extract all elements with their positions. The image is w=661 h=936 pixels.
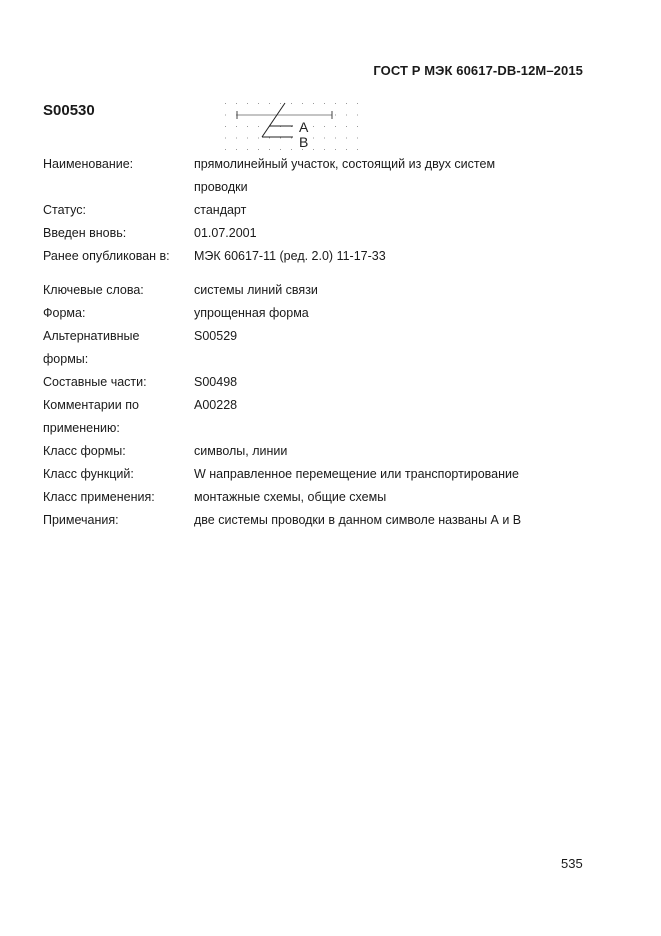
field-value bbox=[194, 348, 603, 371]
field-value: символы, линии bbox=[194, 444, 288, 458]
wiring-symbol-icon bbox=[222, 100, 362, 155]
page-number: 535 bbox=[561, 856, 583, 871]
fields-group-primary bbox=[43, 153, 603, 268]
field-row bbox=[43, 394, 603, 417]
fields-group-secondary bbox=[43, 279, 603, 532]
field-value: МЭК 60617-11 (ред. 2.0) 11-17-33 bbox=[194, 249, 386, 263]
field-row bbox=[43, 325, 603, 348]
field-row bbox=[43, 222, 603, 245]
field-value: монтажные схемы, общие схемы bbox=[194, 490, 387, 504]
field-label: Статус: bbox=[43, 203, 86, 217]
field-row bbox=[43, 486, 603, 509]
field-row bbox=[43, 509, 603, 532]
field-row bbox=[43, 417, 603, 440]
field-value: S00498 bbox=[194, 375, 238, 389]
field-row bbox=[43, 302, 603, 325]
symbol-fields bbox=[43, 153, 603, 532]
field-label: Альтернативные bbox=[43, 329, 140, 343]
field-value bbox=[194, 417, 603, 440]
field-label: Класс применения: bbox=[43, 490, 155, 504]
field-label: Ранее опубликован в: bbox=[43, 249, 170, 263]
label-a: A bbox=[299, 119, 309, 135]
field-label: применению: bbox=[43, 421, 120, 435]
field-value: 01.07.2001 bbox=[194, 226, 257, 240]
field-value: две системы проводки в данном символе названы А и В bbox=[194, 513, 522, 527]
field-value: S00529 bbox=[194, 329, 238, 343]
field-label: Введен вновь: bbox=[43, 226, 127, 240]
field-label: формы: bbox=[43, 352, 89, 366]
field-row bbox=[43, 153, 603, 176]
field-value: A00228 bbox=[194, 398, 238, 412]
field-value: проводки bbox=[194, 180, 248, 194]
field-value: стандарт bbox=[194, 203, 247, 217]
field-label: Ключевые слова: bbox=[43, 283, 144, 297]
field-label: Наименование: bbox=[43, 157, 134, 171]
symbol-graphic bbox=[222, 100, 362, 155]
field-row bbox=[43, 245, 603, 268]
label-b: B bbox=[299, 134, 309, 150]
document-standard-header: ГОСТ Р МЭК 60617-DB-12M–2015 bbox=[373, 63, 583, 78]
field-label: Примечания: bbox=[43, 513, 119, 527]
field-label bbox=[43, 176, 194, 199]
field-label: Класс функций: bbox=[43, 467, 134, 481]
field-row bbox=[43, 279, 603, 302]
field-value: упрощенная форма bbox=[194, 306, 309, 320]
field-label: Составные части: bbox=[43, 375, 147, 389]
field-row bbox=[43, 348, 603, 371]
field-row bbox=[43, 440, 603, 463]
field-row bbox=[43, 176, 603, 199]
field-value: системы линий связи bbox=[194, 283, 318, 297]
field-label: Комментарии по bbox=[43, 398, 139, 412]
field-value: W направленное перемещение или транспортирование bbox=[194, 467, 519, 481]
field-label: Класс формы: bbox=[43, 444, 126, 458]
field-row bbox=[43, 371, 603, 394]
symbol-id: S00530 bbox=[43, 102, 95, 119]
field-row bbox=[43, 199, 603, 222]
field-row bbox=[43, 463, 603, 486]
field-label: Форма: bbox=[43, 306, 86, 320]
field-value: прямолинейный участок, состоящий из двух систем bbox=[194, 157, 496, 171]
